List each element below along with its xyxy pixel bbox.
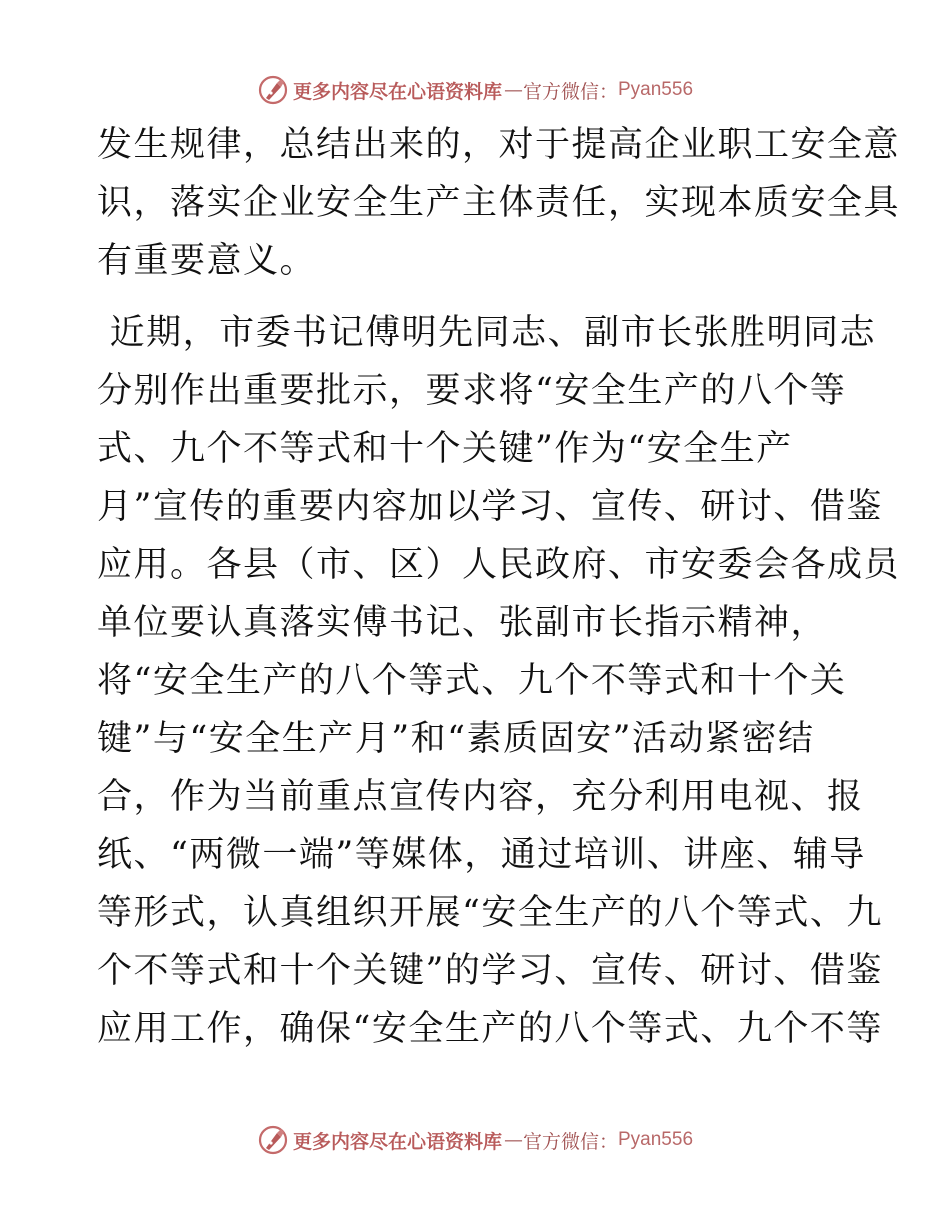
banner-wechat-label: 官方微信： — [522, 1130, 618, 1153]
text-line: 识，落实企业安全生产主体责任，实现本质安全具 — [97, 183, 901, 223]
banner-separator: — — [503, 79, 521, 101]
pen-nib-logo-icon — [257, 74, 289, 106]
banner-separator: — — [503, 1129, 521, 1151]
text-line: 有重要意义。 — [97, 241, 317, 281]
banner-brand-text: 更多内容尽在心语资料库 — [292, 1130, 502, 1153]
text-line: 应用。各县（市、区）人民政府、市安委会各成员 — [97, 545, 901, 585]
text-line: 将“安全生产的八个等式、九个不等式和十个关 — [97, 661, 847, 701]
paragraph-2 — [97, 304, 901, 1058]
banner-brand-text: 更多内容尽在心语资料库 — [292, 80, 502, 103]
pen-nib-logo-icon — [257, 1124, 289, 1156]
text-line: 近期，市委书记傅明先同志、副市长张胜明同志 — [97, 313, 877, 353]
text-line: 合，作为当前重点宣传内容，充分利用电视、报 — [97, 777, 864, 817]
banner-wechat-label: 官方微信： — [522, 80, 618, 103]
banner-wechat-handle: Pyan556 — [618, 79, 694, 100]
footer-watermark-banner — [0, 1120, 950, 1160]
text-line: 个不等式和十个关键”的学习、宣传、研讨、借鉴 — [97, 951, 883, 991]
text-line: 分别作出重要批示，要求将“安全生产的八个等 — [97, 371, 847, 411]
header-watermark-banner — [0, 70, 950, 110]
text-line: 应用工作，确保“安全生产的八个等式、九个不等 — [97, 1009, 883, 1049]
text-line: 等形式，认真组织开展“安全生产的八个等式、九 — [97, 893, 883, 933]
text-line: 单位要认真落实傅书记、张副市长指示精神， — [97, 603, 828, 643]
banner-wechat-handle: Pyan556 — [618, 1129, 694, 1150]
paragraph-spacer — [97, 290, 857, 304]
paragraph-1 — [97, 116, 901, 290]
text-line: 月”宣传的重要内容加以学习、宣传、研讨、借鉴 — [97, 487, 883, 527]
document-body — [97, 116, 901, 1058]
text-line: 式、九个不等式和十个关键”作为“安全生产 — [97, 429, 793, 469]
text-line: 纸、“两微一端”等媒体，通过培训、讲座、辅导 — [97, 835, 866, 875]
text-line: 键”与“安全生产月”和“素质固安”活动紧密结 — [97, 719, 815, 759]
text-line: 发生规律，总结出来的，对于提高企业职工安全意 — [97, 125, 901, 165]
